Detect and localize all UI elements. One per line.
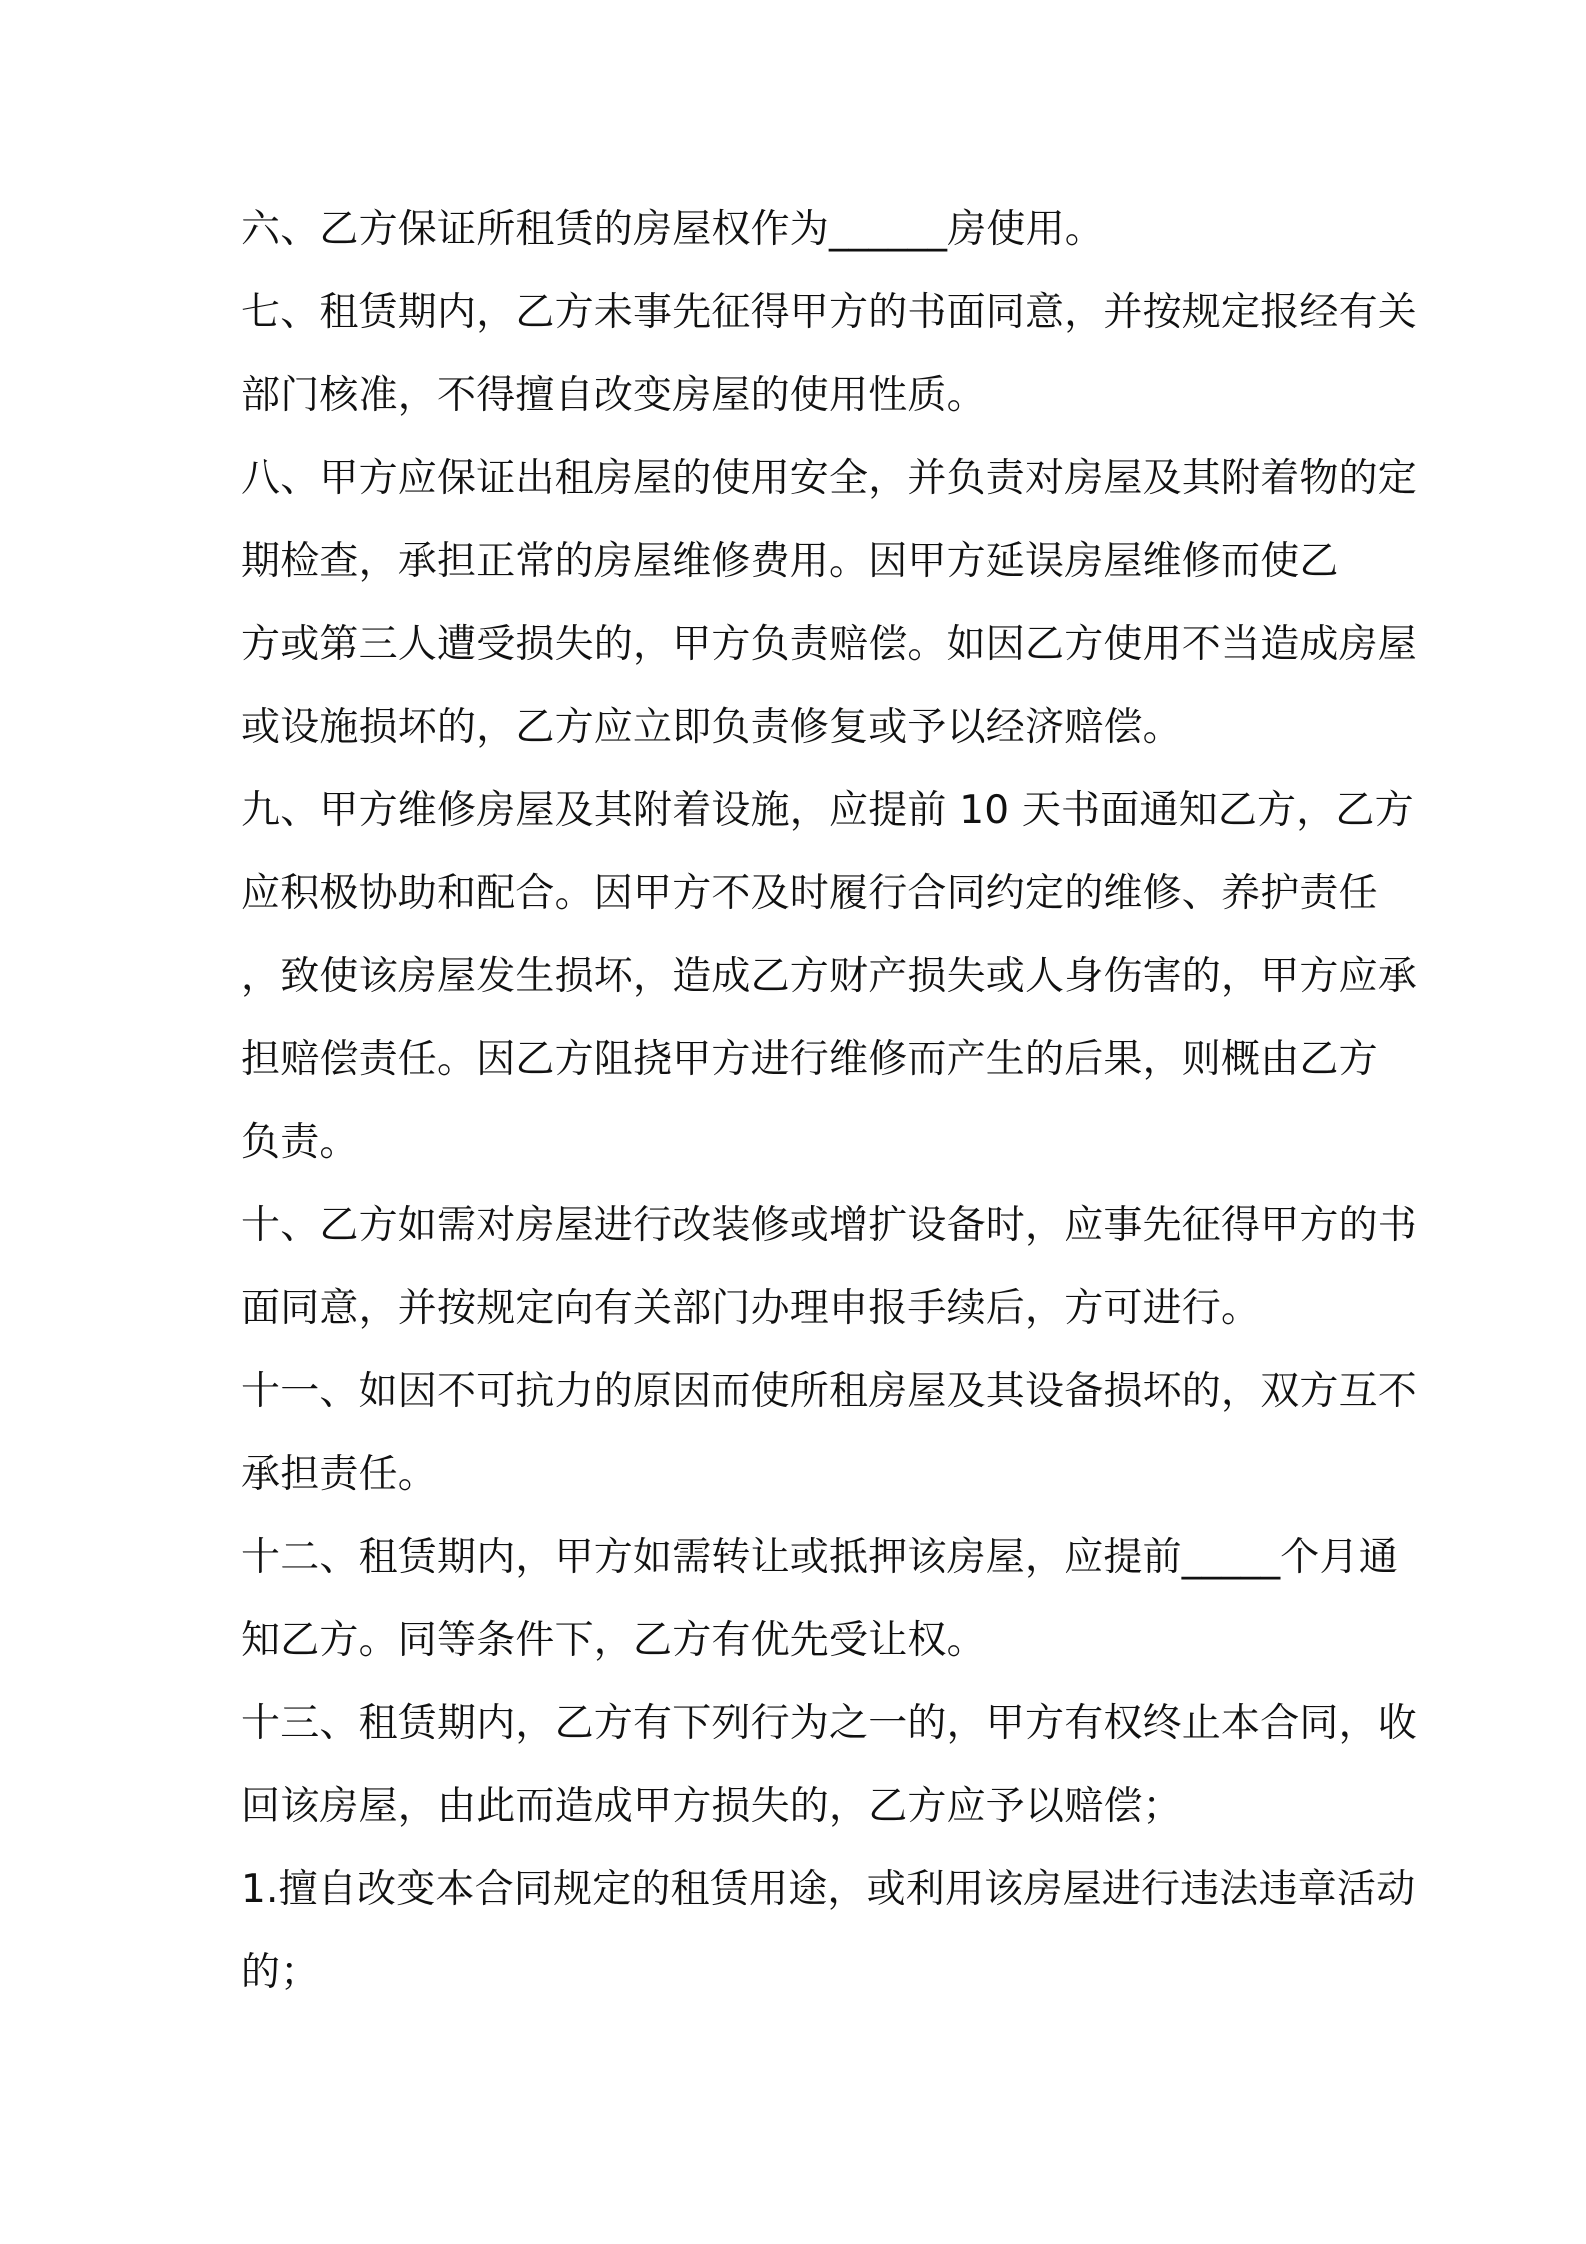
- text-line: 负责。: [241, 1120, 359, 1165]
- text-line: 知乙方。同等条件下，乙方有优先受让权。: [241, 1618, 986, 1663]
- text-line: 八、甲方应保证出租房屋的使用安全，并负责对房屋及其附着物的定: [241, 456, 1418, 501]
- text-line: 或设施损坏的，乙方应立即负责修复或予以经济赔偿。: [241, 705, 1182, 750]
- text-line: 十、乙方如需对房屋进行改装修或增扩设备时，应事先征得甲方的书: [241, 1203, 1418, 1248]
- text-line: 十三、租赁期内，乙方有下列行为之一的，甲方有权终止本合同，收: [241, 1701, 1418, 1746]
- text-line: 十一、如因不可抗力的原因而使所租房屋及其设备损坏的，双方互不: [241, 1369, 1418, 1414]
- text-line: 回该房屋，由此而造成甲方损失的，乙方应予以赔偿；: [241, 1784, 1182, 1829]
- text-line: 应积极协助和配合。因甲方不及时履行合同约定的维修、养护责任: [241, 871, 1378, 916]
- text-line: 方或第三人遭受损失的，甲方负责赔偿。如因乙方使用不当造成房屋: [241, 622, 1418, 667]
- text-line: ，致使该房屋发生损坏，造成乙方财产损失或人身伤害的，甲方应承: [241, 954, 1418, 999]
- text-line: 的；: [241, 1950, 320, 1995]
- text-line: 担赔偿责任。因乙方阻挠甲方进行维修而产生的后果，则概由乙方: [241, 1037, 1378, 1082]
- text-line: 九、甲方维修房屋及其附着设施，应提前 10 天书面通知乙方，乙方: [241, 788, 1414, 833]
- text-line: 面同意，并按规定向有关部门办理申报手续后，方可进行。: [241, 1286, 1261, 1331]
- text-line: 七、租赁期内，乙方未事先征得甲方的书面同意，并按规定报经有关: [241, 290, 1418, 335]
- text-line: 承担责任。: [241, 1452, 438, 1497]
- text-line: 期检查，承担正常的房屋维修费用。因甲方延误房屋维修而使乙: [241, 539, 1339, 584]
- text-line: 1.擅自改变本合同规定的租赁用途，或利用该房屋进行违法违章活动: [241, 1867, 1416, 1912]
- text-line: 十二、租赁期内，甲方如需转让或抵押该房屋，应提前_____个月通: [241, 1535, 1398, 1580]
- text-line: 部门核准，不得擅自改变房屋的使用性质。: [241, 373, 986, 418]
- text-line: 六、乙方保证所租赁的房屋权作为______房使用。: [241, 207, 1105, 252]
